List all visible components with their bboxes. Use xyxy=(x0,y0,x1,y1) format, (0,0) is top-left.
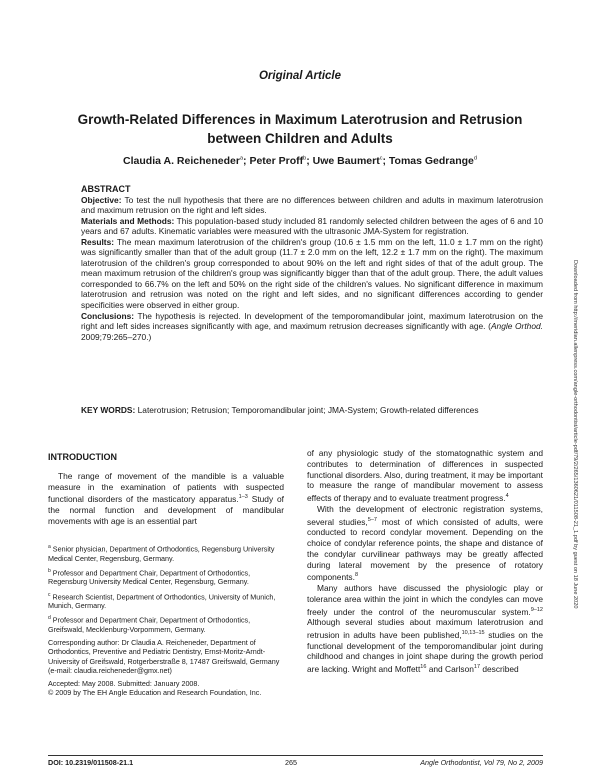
author-name: Tomas Gedrange xyxy=(388,155,474,167)
abstract-methods: Materials and Methods: This population-based study included 81 randomly selected children between the ages of 6 and 10 years and 67 adults. Kinematic variables were measured with the ultrasonic JMA-System for registration. xyxy=(81,215,543,237)
author-name: Claudia A. Reicheneder xyxy=(123,155,240,167)
body-paragraph: With the development of electronic registration systems, several studies,$^{5-7}$ most of which consisted of adults, were conducted to record condylar movement. Depending on the choice of condylar reference points, the shape and distance of the condylar curvilinear pathways may be greatly affected during lateral movement by the presence of rotatory components.$^8$ xyxy=(307,503,544,583)
affiliation: $^d$ Professor and Department Chair, Department of Orthodontics, Greifswald, Mecklenburg-Vorpommern, Germany. xyxy=(48,615,251,634)
body-paragraph: of any physiologic study of the stomatognathic system and contributes to determination of differences in suspected functional disorders. Also, during treatment, it may be important to measure the range of mandibular movement to assess effects of therapy and to evaluate treatment progress.$^4$ xyxy=(307,448,543,503)
affiliations xyxy=(48,543,284,701)
author-name: Peter Proff xyxy=(249,155,304,167)
download-watermark: Downloaded from http://meridian.allenpress.com/angle-orthodontist/article-pdf/79/2/265/1360621/011508-21_1.pdf by guest on 18 June 2020 xyxy=(572,260,578,609)
body-paragraph: The range of movement of the mandible is a valuable measure in the examination of patients with suspected functional disorders of the masticatory apparatus.$^{1-3}$ Study of the normal function and development of mandibular movements with age is an essential part xyxy=(48,470,285,526)
affiliation-marker: c xyxy=(379,155,383,162)
article-title: Growth-Related Differences in Maximum Laterotrusion and Retrusion between Children and Adults xyxy=(77,112,523,146)
affiliation: $^b$ Professor and Department Chair, Department of Orthodontics, Regensburg University Medical Center, Regensburg, Germany. xyxy=(48,567,251,587)
copyright: © 2009 by The EH Angle Education and Research Foundation, Inc. xyxy=(48,688,262,698)
abstract-heading: ABSTRACT xyxy=(81,184,131,194)
intro-column-right xyxy=(307,448,543,675)
affiliation-marker: a xyxy=(239,155,244,162)
affiliation-marker: b xyxy=(303,155,307,162)
body-paragraph: Many authors have discussed the physiologic play or tolerance area within the joint in which the condyles can move freely under the control of the neuromuscular system.$^{9-12}$ Although several studies about maximum laterotrusion and retrusion in adults have been published,$^{10,13-15}$ studies on the functional development of the temporomandibular joint during childhood and changes in joint shape during the growth period are lacking. Wright and Moffett$^{16}$ and Carlson$^{17}$ described xyxy=(307,582,543,674)
abstract xyxy=(81,184,543,342)
author-list: Claudia A. Reicheneder$^a$; Peter Proff$^b$; Uwe Baumert$^c$; Tomas Gedrange$^d$ xyxy=(123,155,477,167)
keywords-text: Laterotrusion; Retrusion; Temporomandibular joint; JMA-System; Growth-related differences xyxy=(137,405,479,415)
email: (e-mail: claudia.reicheneder@gmx.net) xyxy=(48,665,172,675)
journal-info: Angle Orthodontist, Vol 79, No 2, 2009 xyxy=(420,758,543,767)
section-label: Original Article xyxy=(258,70,341,82)
affiliation: $^a$ Senior physician, Department of Orthodontics, Regensburg University Medical Center, Regensburg, Germany. xyxy=(48,544,275,563)
affiliation: $^c$ Research Scientist, Department of Orthodontics, University of Munich, Munich, Germany. xyxy=(48,591,276,611)
footer-divider xyxy=(48,755,543,756)
abstract-results: Results: The mean maximum laterotrusion of the children's group (10.6 ± 1.5 mm on the left, 11.0 ± 1.7 mm on the right) was significantly smaller than that of the adult group (11.7 ± 2.0 mm on the left, 12.2 ± 1.7 mm on the right). The maximum laterotrusion of the children's group corresponded to about 90% on the left and right sides of that of the adult group. The mean maximum retrusion of the children's group was significantly bigger than that of the adult group. There, the adult values corresponded to 66.7% on the left and 50% on the right side of the children's values. No significant difference in maximum laterotrusion and retrusion was noted on the right and left sides, and no significant differences according to gender specificities were observed in either group. xyxy=(81,236,543,311)
keywords-label: KEY WORDS: xyxy=(81,405,136,415)
corresponding-author: Corresponding author: Dr Claudia A. Reicheneder, Department of Orthodontics, Preventive and Pediatric Dentistry, Ernst-Moritz-Arndt-University of Greifswald, Rotgerberstraße 8, 17487 Greifswald, Germany xyxy=(48,638,280,666)
affiliation-marker: d xyxy=(473,155,477,162)
abstract-objective: Objective: To test the null hypothesis that there are no differences between children and adults in maximum laterotrusion and maximum retrusion on the right and left sides. xyxy=(81,194,543,216)
dates: Accepted: May 2008. Submitted: January 2008. xyxy=(48,679,200,688)
abstract-conclusions: Conclusions: The hypothesis is rejected. In development of the temporomandibular joint, maximum laterotrusion on the right and left sides increases significantly with age, and maximum retrusion decreases significantly with age. (Angle Orthod. 2009;79:265–270.) xyxy=(81,310,543,342)
doi: DOI: 10.2319/011508-21.1 xyxy=(48,758,134,767)
author-name: Uwe Baumert xyxy=(312,155,380,167)
intro-column-left xyxy=(48,452,284,527)
section-heading: INTRODUCTION xyxy=(48,452,117,462)
page-number: 265 xyxy=(285,758,297,767)
keywords xyxy=(81,405,543,416)
